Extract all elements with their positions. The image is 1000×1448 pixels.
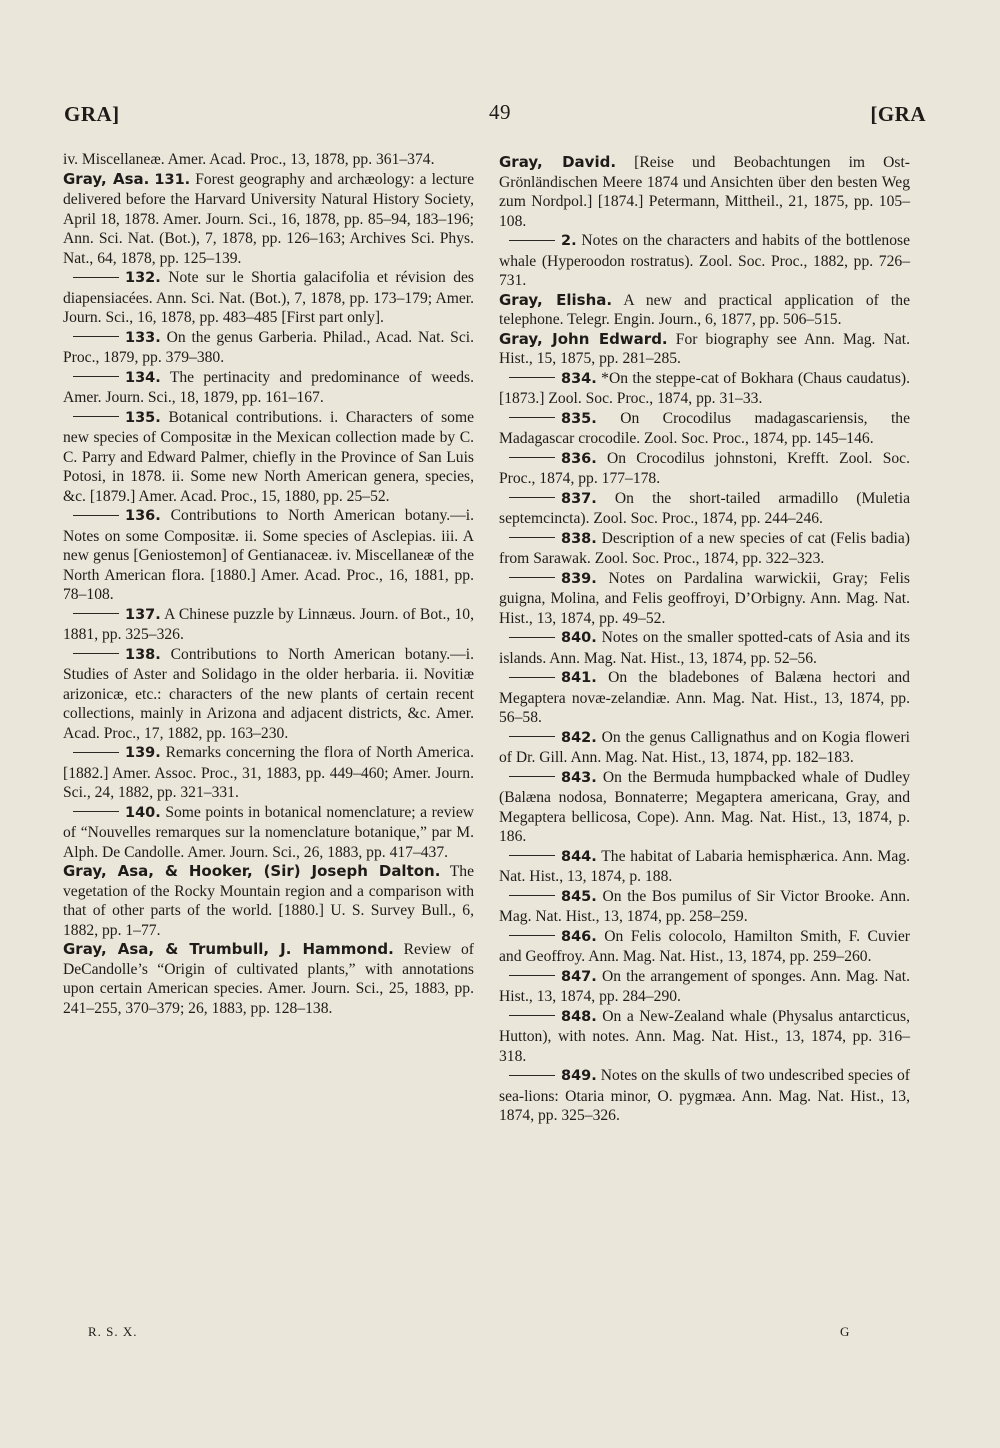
ditto-dash bbox=[509, 935, 555, 936]
ditto-dash bbox=[73, 376, 119, 377]
ditto-dash bbox=[509, 855, 555, 856]
entry-text: Some points in botanical nomenclature; a review of “Nouvelles remarques sur la nomenclature botanique,” par M. Alph. De Candolle. Amer. Journ. Sci., 26, 1883, pp. 417–437. bbox=[63, 803, 474, 861]
ditto-dash bbox=[509, 497, 555, 498]
entry-text: On the Bos pumilus of Sir Victor Brooke. Ann. Mag. Nat. Hist., 13, 1874, pp. 258–259. bbox=[499, 887, 910, 925]
bibliography-entry bbox=[499, 887, 910, 927]
entry-text: Notes on the smaller spotted-cats of Asia and its islands. Ann. Mag. Nat. Hist., 13, 1874, pp. 52–56. bbox=[499, 629, 910, 667]
bibliography-entry bbox=[63, 803, 474, 863]
bibliography-entry bbox=[499, 449, 910, 489]
bibliography-entry bbox=[499, 330, 910, 369]
bibliography-entry bbox=[499, 967, 910, 1007]
entry-text: On the genus Garberia. Philad., Acad. Nat. Sci. Proc., 1879, pp. 379–380. bbox=[63, 328, 474, 366]
bibliography-entry bbox=[499, 668, 910, 728]
entry-number: 133. bbox=[125, 329, 161, 346]
entry-author: Gray, Asa, & Trumbull, J. Hammond. bbox=[63, 940, 394, 958]
entry-number: 131. bbox=[154, 171, 191, 188]
entry-number: 134. bbox=[125, 369, 161, 386]
ditto-dash bbox=[509, 637, 555, 638]
bibliography-entry bbox=[499, 291, 910, 330]
bibliography-entry bbox=[499, 1007, 910, 1067]
entry-text: On the Bermuda humpbacked whale of Dudley (Balæna nodosa, Bonnaterre; Megaptera americana, Gray, and Megaptera bellicosa, Cope). Ann. Mag. Nat. Hist., 13, 1874, p. 186. bbox=[499, 768, 910, 845]
entry-text: On a New-Zealand whale (Physalus antarcticus, Hutton), with notes. Ann. Mag. Nat. Hist., 13, 1874, pp. 316–318. bbox=[499, 1007, 910, 1065]
entry-number: 847. bbox=[561, 968, 597, 985]
entry-text: Remarks concerning the flora of North America. [1882.] Amer. Assoc. Proc., 31, 1883, pp. 449–460; Amer. Journ. Sci., 24, 1882, pp. 321–331. bbox=[63, 744, 475, 801]
ditto-dash bbox=[73, 752, 119, 753]
entry-text: The vegetation of the Rocky Mountain region and a comparison with that of other parts of the world. [1880.] U. S. Survey Bull., 6, 1882, pp. 1–77. bbox=[63, 863, 474, 939]
ditto-dash bbox=[73, 653, 119, 654]
entry-text: Notes on the characters and habits of the bottlenose whale (Hyperoodon rostratus). Zool. Soc. Proc., 1882, pp. 726–731. bbox=[499, 232, 910, 289]
ditto-dash bbox=[509, 677, 555, 678]
entry-text: On the arrangement of sponges. Ann. Mag. Nat. Hist., 13, 1874, pp. 284–290. bbox=[499, 967, 910, 1005]
entry-author: Gray, Asa. bbox=[63, 169, 150, 188]
entry-number: 2. bbox=[561, 233, 577, 249]
entry-text: *On the steppe-cat of Bokhara (Chaus caudatus). [1873.] Zool. Soc. Proc., 1874, pp. 31–33. bbox=[499, 369, 910, 407]
ditto-dash bbox=[509, 1075, 555, 1076]
bibliography-entry bbox=[63, 743, 474, 803]
page-number: 49 bbox=[489, 100, 511, 124]
ditto-dash bbox=[509, 1015, 555, 1016]
bibliography-entry bbox=[63, 368, 474, 408]
entry-number: 839. bbox=[561, 570, 597, 587]
entry-number: 837. bbox=[561, 490, 597, 507]
ditto-dash bbox=[509, 377, 555, 378]
entry-text: Contributions to North American botany.—i. Notes on some Compositæ. ii. Some species of Asclepias. iii. A new genus [Geniostemon] of Gentianaceæ. iv. Miscellaneæ of the North American flora. [1880.] Amer. Acad. Proc., 16, 1881, pp. 78–108. bbox=[63, 507, 474, 603]
entry-author: Gray, John Edward. bbox=[499, 329, 668, 348]
entry-text: Review of DeCandolle’s “Origin of cultivated plants,” with annotations upon certain American species. Amer. Journ. Sci., 25, 1883, pp. 241–255, 370–379; 26, 1883, pp. 128–138. bbox=[63, 941, 474, 1017]
entry-number: 849. bbox=[561, 1068, 597, 1084]
entry-author: Gray, Elisha. bbox=[499, 290, 613, 309]
entry-text: A Chinese puzzle by Linnæus. Journ. of Bot., 10, 1881, pp. 325–326. bbox=[63, 605, 474, 643]
ditto-dash bbox=[73, 515, 119, 516]
ditto-dash bbox=[509, 776, 555, 777]
entry-text: Notes on Pardalina warwickii, Gray; Felis guigna, Molina, and Felis geoffroyi, D’Orbigny. Ann. Mag. Nat. Hist., 13, 1874, pp. 49–52. bbox=[499, 569, 910, 627]
bibliography-entry bbox=[499, 728, 910, 768]
bibliography-entry bbox=[63, 862, 474, 940]
signature-mark: R. S. X. bbox=[88, 1324, 138, 1339]
entry-number: 834. bbox=[561, 370, 597, 387]
ditto-dash bbox=[73, 336, 119, 337]
ditto-dash bbox=[509, 577, 555, 578]
bibliography-entry bbox=[499, 153, 910, 231]
ditto-dash bbox=[73, 811, 119, 812]
entry-text: The habitat of Labaria hemisphærica. Ann. Mag. Nat. Hist., 13, 1874, p. 188. bbox=[499, 847, 910, 885]
entry-text: On Felis colocolo, Hamilton Smith, F. Cuvier and Geoffroy. Ann. Mag. Nat. Hist., 13, 1874, pp. 259–260. bbox=[499, 927, 911, 965]
bibliography-entry bbox=[499, 489, 910, 529]
entry-text: The pertinacity and predominance of weeds. Amer. Journ. Sci., 18, 1879, pp. 161–167. bbox=[63, 368, 474, 406]
bibliography-entry bbox=[63, 268, 474, 328]
bibliography-entry bbox=[499, 409, 910, 449]
entry-number: 838. bbox=[561, 530, 597, 547]
bibliography-entry bbox=[499, 231, 910, 291]
right-column bbox=[499, 153, 910, 1126]
entry-text: On Crocodilus johnstoni, Krefft. Zool. Soc. Proc., 1874, pp. 177–178. bbox=[499, 449, 910, 487]
entry-number: 836. bbox=[561, 450, 597, 467]
entry-text: Notes on the skulls of two undescribed species of sea-lions: Otaria minor, O. pygmæa. Ann. Mag. Nat. Hist., 13, 1874, pp. 325–326. bbox=[499, 1067, 910, 1124]
entry-number: 843. bbox=[561, 769, 597, 786]
bibliography-entry bbox=[63, 605, 474, 645]
bibliography-entry bbox=[499, 927, 910, 967]
entry-author: Gray, Asa, & Hooker, (Sir) Joseph Dalton. bbox=[63, 862, 441, 880]
entry-text: Note sur le Shortia galacifolia et révision des diapensiacées. Ann. Sci. Nat. (Bot.), 7, 1878, pp. 173–179; Amer. Journ. Sci., 16, 1878, pp. 483–485 [First part only]. bbox=[63, 269, 474, 326]
entry-number: 136. bbox=[125, 508, 161, 524]
entry-number: 138. bbox=[125, 646, 161, 663]
entry-text: Description of a new species of cat (Felis badia) from Sarawak. Zool. Soc. Proc., 1874, pp. 322–323. bbox=[499, 529, 910, 567]
ditto-dash bbox=[509, 975, 555, 976]
bibliography-entry bbox=[63, 940, 474, 1018]
entry-text: Botanical contributions. i. Characters of some new species of Compositæ in the Mexican collection made by C. C. Parry and Edward Palmer, chiefly in the Province of San Luis Potosi, in 1878. ii. Some new North American genera, species, &c. [1879.] Amer. Acad. Proc., 15, 1880, pp. 25–52. bbox=[63, 408, 474, 505]
ditto-dash bbox=[73, 613, 119, 614]
entry-number: 844. bbox=[561, 848, 597, 865]
entry-number: 135. bbox=[125, 409, 161, 426]
entry-text: Forest geography and archæology: a lecture delivered before the Harvard University Natural History Society, April 18, 1878. Amer. Journ. Sci., 16, 1878, pp. 85–94, 183–196; Ann. Sci. Nat. (Bot.), 7, 1878, pp. 126–163; Archives Sci. Phys. Nat., 64, 1878, pp. 125–139. bbox=[63, 170, 474, 267]
gathering-letter: G bbox=[840, 1324, 851, 1339]
left-column bbox=[63, 150, 474, 1018]
entry-number: 132. bbox=[125, 270, 161, 286]
bibliography-entry bbox=[63, 150, 474, 170]
bibliography-entry bbox=[499, 1066, 910, 1126]
bibliography-entry bbox=[499, 369, 910, 409]
ditto-dash bbox=[509, 457, 555, 458]
entry-text: iv. Miscellaneæ. Amer. Acad. Proc., 13, 1878, pp. 361–374. bbox=[63, 151, 435, 168]
entry-text: On the bladebones of Balæna hectori and Megaptera novæ-zelandiæ. Ann. Mag. Nat. Hist., 13, 1874, pp. 56–58. bbox=[499, 669, 910, 726]
running-head-right: [GRA bbox=[870, 102, 926, 126]
entry-text: On the genus Callignathus and on Kogia floweri of Dr. Gill. Ann. Mag. Nat. Hist., 13, 1874, pp. 182–183. bbox=[499, 728, 911, 766]
bibliography-entry bbox=[499, 847, 910, 887]
ditto-dash bbox=[73, 277, 119, 278]
entry-text: For biography see Ann. Mag. Nat. Hist., 15, 1875, pp. 281–285. bbox=[499, 330, 910, 367]
entry-text: [Reise und Beobachtungen im Ost-Grönländischen Meere 1874 und Ansichten über den besten Weg zum Nordpol.] [1874.] Petermann, Mittheil., 21, 1875, pp. 105–108. bbox=[499, 154, 910, 230]
entry-text: A new and practical application of the telephone. Telegr. Engin. Journ., 6, 1877, pp. 506–515. bbox=[499, 291, 910, 328]
entry-number: 841. bbox=[561, 670, 597, 686]
running-head-left: GRA] bbox=[64, 102, 120, 126]
entry-author: Gray, David. bbox=[499, 153, 617, 171]
bibliography-entry bbox=[499, 569, 910, 629]
entry-number: 846. bbox=[561, 928, 597, 945]
bibliography-entry bbox=[63, 645, 474, 744]
entry-number: 845. bbox=[561, 888, 597, 905]
ditto-dash bbox=[73, 416, 119, 417]
bibliography-entry bbox=[63, 408, 474, 507]
ditto-dash bbox=[509, 736, 555, 737]
entry-text: On the short-tailed armadillo (Muletia septemcincta). Zool. Soc. Proc., 1874, pp. 244–246. bbox=[499, 489, 911, 527]
ditto-dash bbox=[509, 895, 555, 896]
entry-number: 840. bbox=[561, 630, 597, 646]
entry-number: 848. bbox=[561, 1008, 597, 1025]
ditto-dash bbox=[509, 240, 555, 241]
entry-number: 137. bbox=[125, 606, 161, 623]
bibliography-entry bbox=[63, 506, 474, 605]
entry-text: On Crocodilus madagascariensis, the Madagascar crocodile. Zool. Soc. Proc., 1874, pp. 145–146. bbox=[499, 409, 910, 447]
ditto-dash bbox=[509, 537, 555, 538]
entry-number: 140. bbox=[125, 804, 161, 821]
bibliography-entry bbox=[63, 170, 474, 269]
bibliography-entry bbox=[63, 328, 474, 368]
ditto-dash bbox=[509, 417, 555, 418]
entry-number: 139. bbox=[125, 745, 161, 761]
bibliography-entry bbox=[499, 628, 910, 668]
bibliography-entry bbox=[499, 768, 910, 847]
entry-number: 842. bbox=[561, 729, 597, 746]
bibliography-entry bbox=[499, 529, 910, 569]
entry-number: 835. bbox=[561, 410, 597, 427]
entry-text: Contributions to North American botany.—i. Studies of Aster and Solidago in the older herbaria. ii. Novitiæ arizonicæ, etc.: characters of the new plants of certain recent collections, mainly in Arizona and adjacent districts, &c. Amer. Acad. Proc., 17, 1882, pp. 163–230. bbox=[63, 645, 474, 742]
